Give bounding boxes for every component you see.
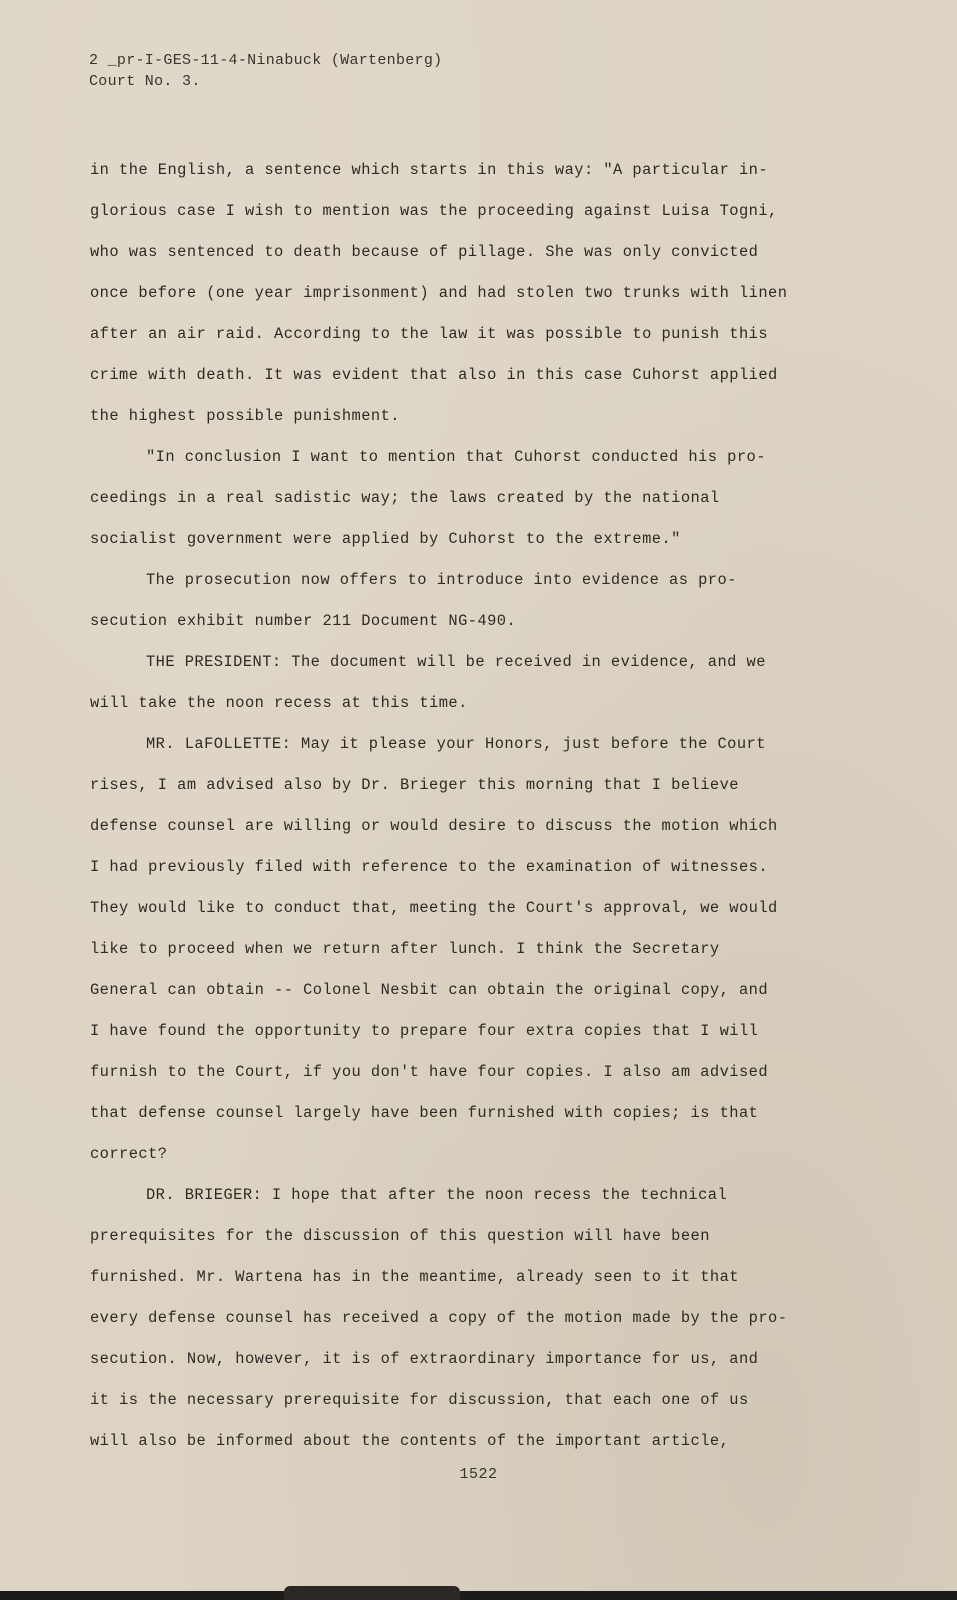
text-line: defense counsel are willing or would desire to discuss the motion which — [90, 817, 778, 835]
text-line: crime with death. It was evident that also in this case Cuhorst applied — [90, 366, 778, 384]
text-line: prerequisites for the discussion of this question will have been — [90, 1227, 710, 1245]
scan-edge-shadow — [0, 1591, 957, 1600]
text-line: secution. Now, however, it is of extraordinary importance for us, and — [90, 1350, 759, 1368]
text-line: correct? — [90, 1145, 168, 1163]
text-line: furnish to the Court, if you don't have four copies. I also am advised — [90, 1063, 769, 1081]
text-line: secution exhibit number 211 Document NG-490. — [90, 612, 517, 630]
text-line: THE PRESIDENT: The document will be received in evidence, and we — [146, 653, 766, 671]
text-line: MR. LaFOLLETTE: May it please your Honors, just before the Court — [146, 735, 766, 753]
text-line: General can obtain -- Colonel Nesbit can obtain the original copy, and — [90, 981, 769, 999]
text-line: I have found the opportunity to prepare four extra copies that I will — [90, 1022, 759, 1040]
document-header — [89, 50, 442, 92]
text-line: like to proceed when we return after lunch. I think the Secretary — [90, 940, 720, 958]
text-line: I had previously filed with reference to the examination of witnesses. — [90, 858, 769, 876]
page-number: 1522 — [459, 1466, 498, 1483]
text-line: socialist government were applied by Cuhorst to the extreme." — [90, 530, 681, 548]
text-line: They would like to conduct that, meeting the Court's approval, we would — [90, 899, 778, 917]
text-line: ceedings in a real sadistic way; the laws created by the national — [90, 489, 720, 507]
text-line: who was sentenced to death because of pillage. She was only convicted — [90, 243, 759, 261]
text-line: rises, I am advised also by Dr. Brieger this morning that I believe — [90, 776, 739, 794]
transcript-body — [90, 150, 835, 1462]
binding-clip-mark — [284, 1586, 460, 1600]
text-line: the highest possible punishment. — [90, 407, 400, 425]
text-line: will take the noon recess at this time. — [90, 694, 468, 712]
text-line: every defense counsel has received a copy of the motion made by the pro- — [90, 1309, 788, 1327]
text-line: that defense counsel largely have been furnished with copies; is that — [90, 1104, 759, 1122]
text-line: it is the necessary prerequisite for discussion, that each one of us — [90, 1391, 749, 1409]
text-line: once before (one year imprisonment) and had stolen two trunks with linen — [90, 284, 788, 302]
text-line: The prosecution now offers to introduce into evidence as pro- — [146, 571, 737, 589]
header-reference-line: 2 _pr-I-GES-11-4-Ninabuck (Wartenberg) — [89, 52, 443, 69]
text-line: furnished. Mr. Wartena has in the meantime, already seen to it that — [90, 1268, 739, 1286]
text-line: will also be informed about the contents of the important article, — [90, 1432, 730, 1450]
text-line: "In conclusion I want to mention that Cuhorst conducted his pro- — [146, 448, 766, 466]
text-line: after an air raid. According to the law it was possible to punish this — [90, 325, 769, 343]
header-court-line: Court No. 3. — [89, 73, 201, 90]
text-line: glorious case I wish to mention was the proceeding against Luisa Togni, — [90, 202, 778, 220]
text-line: DR. BRIEGER: I hope that after the noon recess the technical — [146, 1186, 728, 1204]
text-line: in the English, a sentence which starts in this way: "A particular in- — [90, 161, 769, 179]
